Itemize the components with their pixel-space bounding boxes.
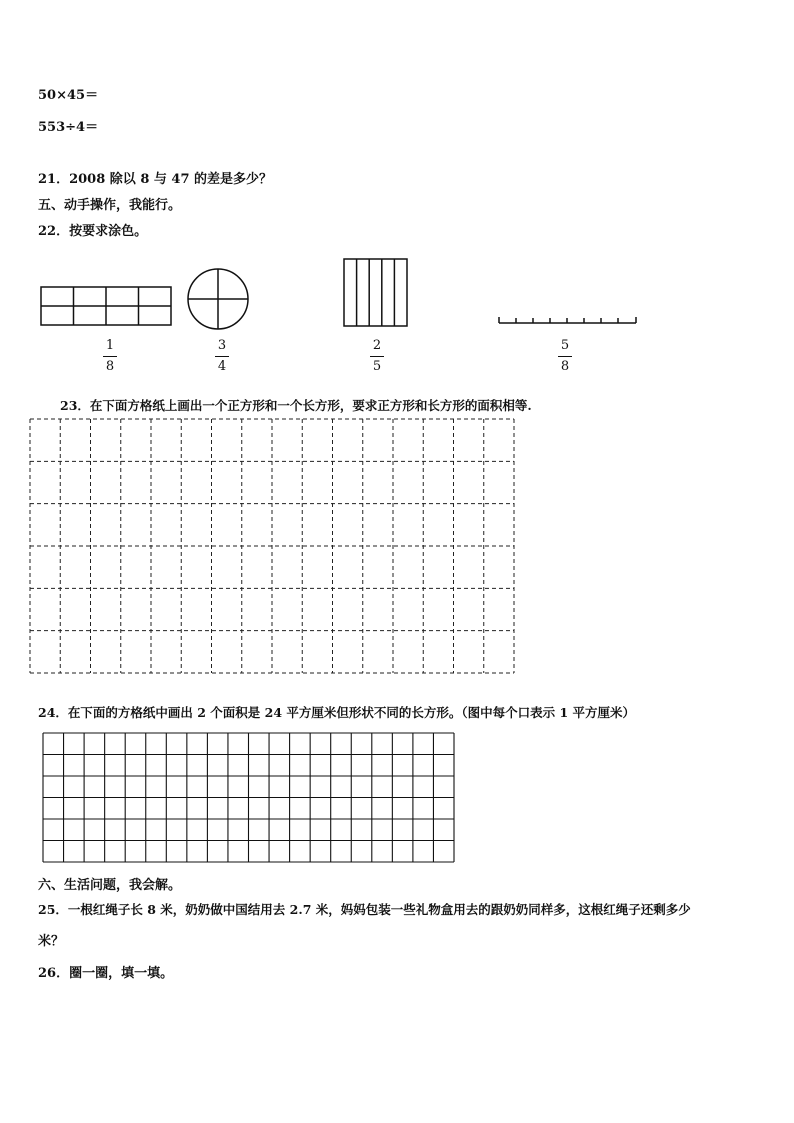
fraction-bar xyxy=(370,356,384,357)
fraction-bar xyxy=(215,356,229,357)
rectangle-eighths-figure[interactable] xyxy=(41,287,171,325)
fraction-denominator: 8 xyxy=(105,359,115,374)
fraction-five-eighths xyxy=(550,338,580,375)
section-6-heading: 六、生活问题，我会解。 xyxy=(38,878,182,893)
fraction-three-quarters xyxy=(207,338,237,375)
dashed-grid-paper[interactable] xyxy=(30,419,514,673)
question-21: 21．2008 除以 8 与 47 的差是多少？ xyxy=(38,172,273,187)
circle-quarters-figure[interactable] xyxy=(188,269,248,329)
fraction-denominator: 4 xyxy=(217,359,227,374)
fraction-numerator: 3 xyxy=(217,338,227,353)
fraction-denominator: 5 xyxy=(372,359,382,374)
square-grid-paper[interactable] xyxy=(43,733,454,862)
question-26: 26．圈一圈，填一填。 xyxy=(38,966,174,981)
fraction-numerator: 2 xyxy=(372,338,382,353)
calc-line-2: 553÷4＝ xyxy=(38,120,99,135)
fraction-denominator: 8 xyxy=(560,359,570,374)
fraction-bar xyxy=(103,356,117,357)
section-5-heading: 五、动手操作，我能行。 xyxy=(38,198,182,213)
question-25-line-1: 25．一根红绳子长 8 米，奶奶做中国结用去 2.7 米，妈妈包装一些礼物盒用去的跟奶奶同样多，这根红绳子还剩多少 xyxy=(38,902,691,917)
fraction-numerator: 5 xyxy=(560,338,570,353)
fraction-two-fifths xyxy=(362,338,392,375)
question-24: 24．在下面的方格纸中画出 2 个面积是 24 平方厘米但形状不同的长方形。（图中每个口表示 1 平方厘米） xyxy=(38,705,636,720)
fraction-bar xyxy=(558,356,572,357)
question-22-title: 22．按要求涂色。 xyxy=(38,224,148,239)
segment-eighths-figure[interactable] xyxy=(499,317,636,323)
fraction-one-eighth xyxy=(95,338,125,375)
question-25-line-2: 米？ xyxy=(38,934,65,949)
rectangle-fifths-figure[interactable] xyxy=(344,259,407,326)
question-23: 23．在下面方格纸上画出一个正方形和一个长方形，要求正方形和长方形的面积相等. xyxy=(60,398,532,413)
calc-line-1: 50×45＝ xyxy=(38,88,99,103)
fraction-numerator: 1 xyxy=(105,338,115,353)
